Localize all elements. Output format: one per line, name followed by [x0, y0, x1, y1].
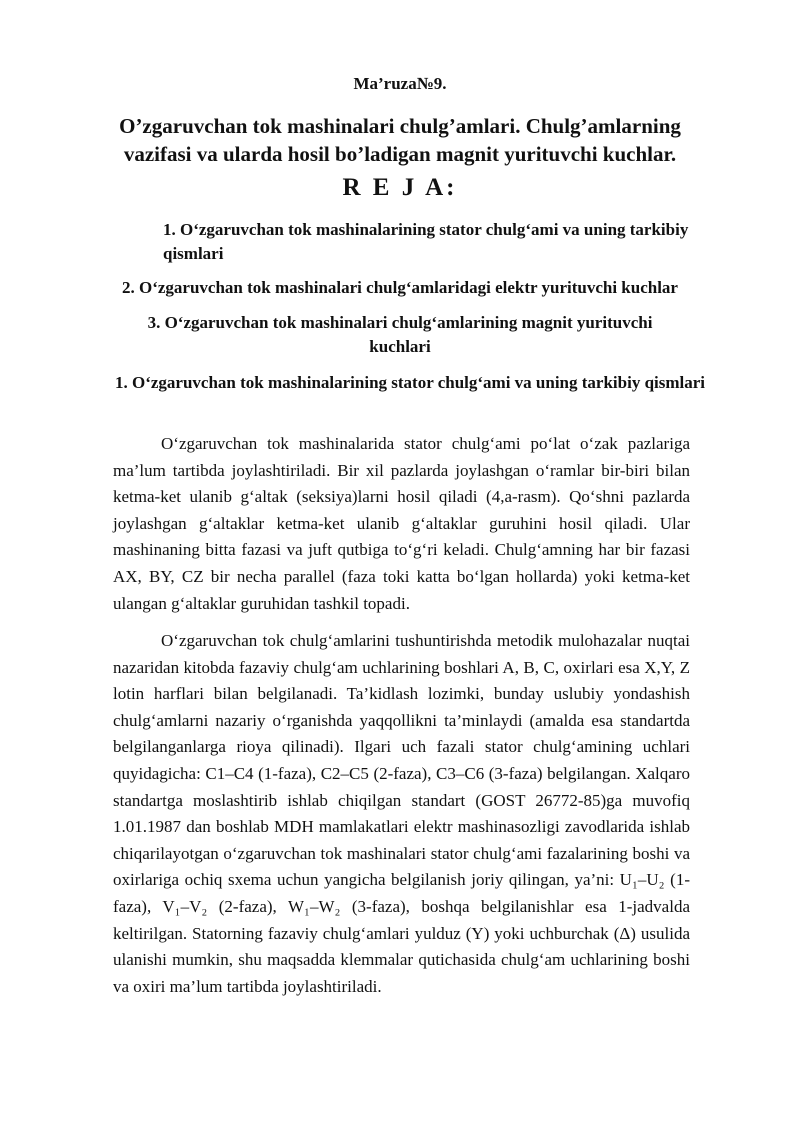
plan-item-3: 3. O‘zgaruvchan tok mashinalari chulg‘amlarining magnit yurituvchi kuchlari — [147, 313, 653, 356]
plan-item-1: 1. O‘zgaruvchan tok mashinalarining stator chulg‘ami va uning tarkibiy qismlari — [163, 220, 689, 263]
body-paragraph-2: O‘zgaruvchan tok chulg‘amlarini tushuntirishda metodik mulohazalar nuqtai nazaridan kitobda fazaviy chulg‘am uchlarining boshlari A, B, C, oxirlari esa X,Y, Z lotin harflari bilan belgilanadi. Ta’kidlash lozimki, bunday uslubiy yondashish chulg‘amlarni nazariy o‘rganishda yaqqollikni ta’minlaydi (amalda esa standartda belgilanganlarga rioya qilinadi). Ilgari uch fazali stator chulg‘amining uchlari quyidagicha: C1–C4 (1-faza), C2–C5 (2-faza), C3–C6 (3-faza) belgilangan. Xalqaro standartga moslashtirib ishlab chiqilgan standart (GOST 26772-85)ga muvofiq 1.01.1987 dan boshlab MDH mamlakatlari elektr mashinasozligi zavodlarida ishlab chiqarilayotgan o‘zgaruvchan tok mashinalari stator chulg‘ami fazalarining boshi va oxirlariga ochiq sxema uchun yangicha belgilanish joriy qilingan, ya’ni: U₁–U₂ (1-faza), V₁–V₂ (2-faza), W₁–W₂ (3-faza), boshqa belgilanishlar esa 1-jadvalda keltirilgan. Statorning fazaviy chulg‘amlari yulduz (Y) yoki uchburchak (Δ) usulida ulanishi mumkin, shu maqsadda klemmalar qutichasida chulg‘am uchlarining boshi va oxiri ma’lum tartibda joylashtiriladi. — [113, 631, 690, 996]
body-paragraph-1: O‘zgaruvchan tok mashinalarida stator chulg‘ami po‘lat o‘zak pazlariga ma’lum tartibda joylashtiriladi. Bir xil pazlarda joylashgan o‘ramlar bir-biri bilan ketma-ket ulanib g‘altak (seksiya)larni hosil qiladi (4,a-rasm). Qo‘shni pazlarda joylashgan g‘altaklar ketma-ket ulanib g‘altaklar guruhini hosil qiladi. Ular mashinaning bitta fazasi va juft qutbiga to‘g‘ri keladi. Chulg‘amning har bir fazasi AX, BY, CZ bir necha parallel (faza toki katta bo‘lgan hollarda) yoki ketma-ket ulangan g‘altaklar guruhidan tashkil topadi. — [113, 434, 690, 613]
plan-item-2: 2. O‘zgaruvchan tok mashinalari chulg‘amlaridagi elektr yurituvchi kuchlar — [122, 278, 678, 297]
lecture-number: Ma’ruza№9. — [353, 74, 447, 93]
plan-heading: R E J A: — [342, 174, 458, 201]
section-heading: 1. O‘zgaruvchan tok mashinalarining stator chulg‘ami va uning tarkibiy qismlari — [114, 373, 706, 392]
document-title: O’zgaruvchan tok mashinalari chulg’amlari. Chulg’amlarning vazifasi va ularda hosil bo’ladigan magnit yurituvchi kuchlar. — [119, 114, 681, 166]
